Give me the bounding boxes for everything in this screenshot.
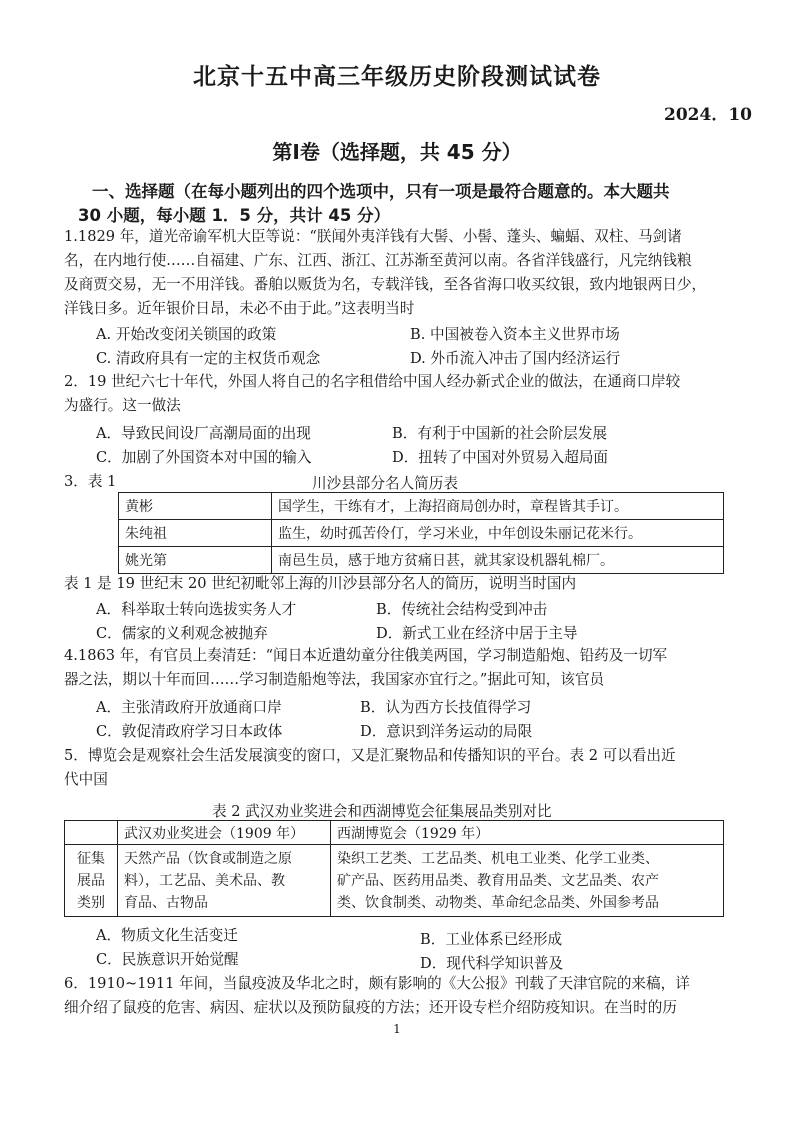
- table-header-1929: 西湖博览会（1929 年）: [331, 821, 724, 845]
- q5-option-d: D．现代科学知识普及: [420, 955, 564, 972]
- q5-line: 5．博览会是观察社会生活发展演变的窗口，又是汇聚物品和传播知识的平台。表 2 可以看出近: [64, 747, 676, 764]
- part-title: 第Ⅰ卷（选择题，共 45 分）: [272, 140, 522, 164]
- q2-option-c: C．加剧了外国资本对中国的输入: [96, 449, 312, 466]
- q1-line: 1.1829 年，道光帝谕军机大臣等说：“朕闻外夷洋钱有大髻、小髻、蓬头、蝙蝠、双柱、马剑诸: [64, 228, 682, 245]
- q2-line: 2．19 世纪六七十年代，外国人将自己的名字租借给中国人经办新式企业的做法，在通商口岸较: [64, 373, 681, 390]
- q1-line: 名，在内地行使……自福建、广东、江西、浙江、江苏渐至黄河以南。各省洋钱盛行，凡完纳钱粮: [64, 252, 692, 269]
- cell-line: 天然产品（饮食或制造之原: [124, 850, 292, 867]
- q3-option-d: D．新式工业在经济中居于主导: [376, 625, 578, 642]
- q6-line: 6．1910~1911 年间，当鼠疫波及华北之时，颇有影响的《大公报》刊载了天津官院的来稿，详: [64, 975, 690, 992]
- row-label-line: 类别: [77, 894, 105, 911]
- q1-line: 洋钱日多。近年银价日昂，未必不由于此。”这表明当时: [64, 300, 415, 317]
- q3-option-c: C．儒家的义利观念被抛弃: [96, 625, 268, 642]
- cell-line: 类、饮食制类、动物类、革命纪念品类、外国参考品: [337, 894, 659, 911]
- q5-option-a: A．物质文化生活变迁: [96, 927, 238, 944]
- page-number: 1: [393, 1022, 401, 1036]
- q3-label: 3．表 1: [64, 473, 117, 490]
- q2-line: 为盛行。这一做法: [64, 397, 181, 414]
- q3-option-a: A．科举取士转向选拔实务人才: [96, 601, 297, 618]
- q2-option-a: A．导致民间设厂高潮局面的出现: [96, 425, 311, 442]
- cell-line: 矿产品、医药用品类、教育用品类、文艺品类、农产: [337, 872, 659, 889]
- table1: [118, 492, 724, 574]
- q2-option-b: B．有利于中国新的社会阶层发展: [392, 425, 608, 442]
- table-row: [119, 493, 724, 520]
- table-cell-name: 黄彬: [119, 493, 272, 520]
- table-corner-cell: [65, 821, 118, 845]
- cell-line: 育品、古物品: [124, 894, 208, 911]
- q5-option-c: C．民族意识开始觉醒: [96, 951, 239, 968]
- row-label-line: 展品: [77, 872, 105, 889]
- table-cell-name: 朱纯祖: [119, 520, 272, 547]
- q3-stem: 表 1 是 19 世纪末 20 世纪初毗邻上海的川沙县部分名人的简历，说明当时国内: [64, 575, 577, 592]
- q1-option-a: A. 开始改变闭关锁国的政策: [96, 326, 277, 343]
- table-cell-bio: 南邑生员，感于地方贫痛日甚，就其家设机器轧棉厂。: [272, 547, 724, 574]
- q4-option-b: B．认为西方长技值得学习: [360, 699, 532, 716]
- q1-option-c: C. 清政府具有一定的主权货币观念: [96, 350, 321, 367]
- q4-line: 4.1863 年，有官员上奏清廷：“闻日本近遣幼童分往俄美两国，学习制造船炮、铅药及一切军: [64, 647, 668, 664]
- table-row: [119, 520, 724, 547]
- table-cell-bio: 监生，幼时孤苦伶仃，学习米业，中年创设朱丽记花米行。: [272, 520, 724, 547]
- cell-line: 料），工艺品、美术品、教: [124, 872, 285, 889]
- q4-line: 器之法，期以十年而回……学习制造船炮等法，我国家亦宜行之。”据此可知，该官员: [64, 671, 605, 688]
- q1-option-b: B. 中国被卷入资本主义世界市场: [410, 326, 620, 343]
- cell-line: 染织工艺类、工艺品类、机电工业类、化学工业类、: [337, 850, 659, 867]
- q3-option-b: B．传统社会结构受到冲击: [376, 601, 548, 618]
- table-cell-name: 姚光第: [119, 547, 272, 574]
- table-row: [119, 547, 724, 574]
- table-row-label: [65, 845, 118, 917]
- q5-line: 代中国: [64, 771, 108, 788]
- table-cell-bio: 国学生，干练有才，上海招商局创办时，章程皆其手订。: [272, 493, 724, 520]
- table1-title: 川沙县部分名人简历表: [312, 475, 458, 492]
- table-row: [65, 821, 724, 845]
- table-header-1909: 武汉劝业奖进会（1909 年）: [118, 821, 331, 845]
- q5-option-b: B．工业体系已经形成: [420, 931, 563, 948]
- table2-title: 表 2 武汉劝业奖进会和西湖博览会征集展品类别对比: [212, 803, 552, 820]
- q1-option-d: D. 外币流入冲击了国内经济运行: [410, 350, 621, 367]
- table-row: [65, 845, 724, 917]
- q2-option-d: D．扭转了中国对外贸易入超局面: [392, 449, 609, 466]
- exam-date: 2024．10: [664, 105, 752, 125]
- q6-line: 细介绍了鼠疫的危害、病因、症状以及预防鼠疫的方法；还开设专栏介绍防疫知识。在当时的历: [64, 999, 677, 1016]
- table-cell-1909: [118, 845, 331, 917]
- section-instruction-line2: 30 小题，每小题 1．5 分，共计 45 分）: [78, 206, 391, 225]
- q4-option-d: D．意识到洋务运动的局限: [360, 723, 533, 740]
- section-instruction-line1: 一、选择题（在每小题列出的四个选项中，只有一项是最符合题意的。本大题共: [92, 182, 670, 201]
- table2: [64, 820, 724, 917]
- exam-title: 北京十五中高三年级历史阶段测试试卷: [193, 64, 601, 90]
- q4-option-a: A．主张清政府开放通商口岸: [96, 699, 282, 716]
- table-cell-1929: [331, 845, 724, 917]
- q4-option-c: C．敦促清政府学习日本政体: [96, 723, 283, 740]
- q1-line: 及商贾交易，无一不用洋钱。番舶以贩货为名，专载洋钱，至各省海口收买纹银，致内地银两日少，: [64, 276, 707, 293]
- row-label-line: 征集: [77, 850, 105, 867]
